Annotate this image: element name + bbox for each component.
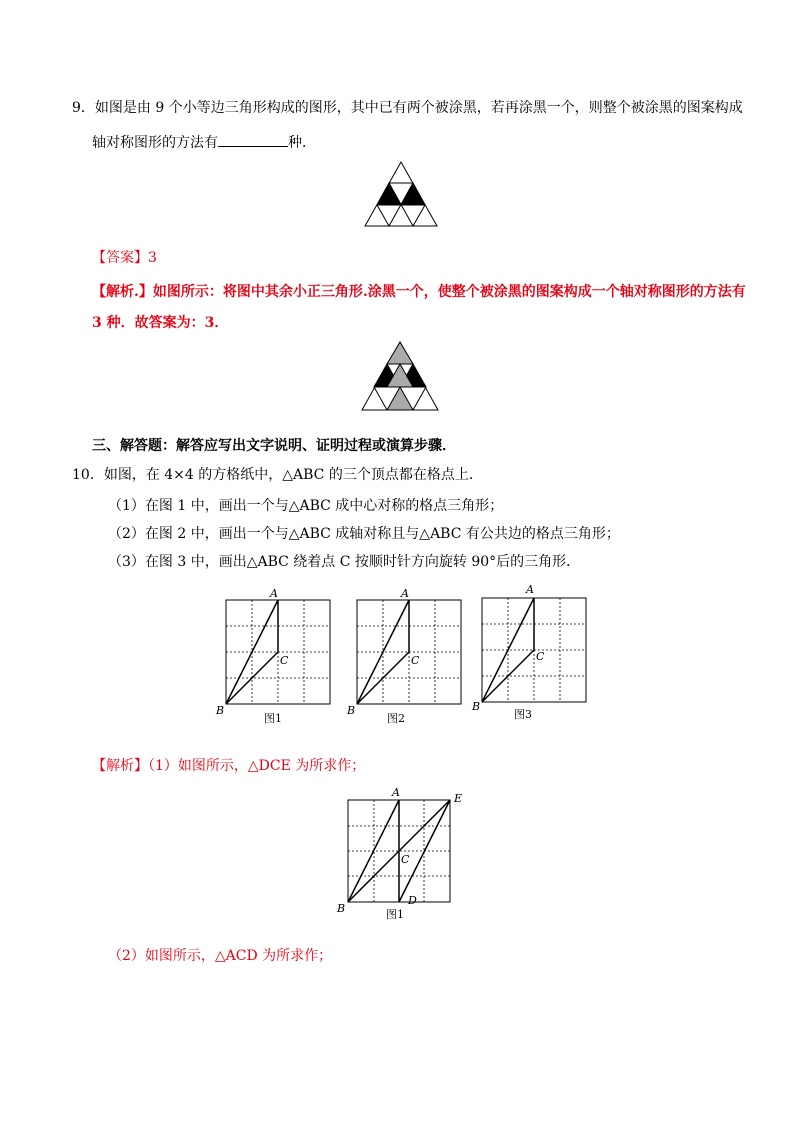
analysis10-s2: （2）如图所示，△ACD 为所求作；	[108, 948, 333, 964]
label-B: B	[337, 902, 346, 915]
answer-blank	[218, 132, 288, 147]
label-E: E	[454, 792, 463, 805]
q9-line2-end: 种．	[288, 135, 316, 151]
triangle-figure-solution	[360, 340, 440, 412]
label-A: A	[401, 587, 409, 600]
triangle-figure-question	[363, 160, 439, 228]
q9-line2-text: 轴对称图形的方法有	[92, 135, 218, 151]
label-D: D	[408, 894, 417, 907]
label-A: A	[526, 583, 534, 596]
fig2-caption: 图2	[387, 712, 405, 724]
label-C: C	[536, 650, 545, 663]
q9-line1: 9．如图是由 9 个小等边三角形构成的图形，其中已有两个被涂黑，若再涂黑一个，则整个被涂黑的图案构成	[72, 100, 743, 116]
label-C: C	[280, 654, 289, 667]
grid-figure-2	[343, 584, 463, 724]
label-B: B	[216, 704, 225, 717]
grid-figure-3	[468, 582, 588, 722]
section3-title: 三、解答题：解答应写出文字说明、证明过程或演算步骤．	[92, 438, 456, 454]
analysis10-label: 【解析】	[92, 758, 148, 774]
label-B: B	[347, 704, 356, 717]
fig1-caption: 图1	[264, 712, 282, 724]
analysis9-text: 如图所示：将图中其余小正三角形.涂黑一个，使整个被涂黑的图案构成一个轴对称图形的方法有	[152, 284, 746, 300]
label-C: C	[401, 853, 410, 866]
answer-value: 3	[148, 250, 157, 266]
analysis10-s1	[92, 757, 365, 775]
grid-figure-1	[212, 584, 332, 724]
q10-stem: 10．如图，在 4×4 的方格纸中，△ABC 的三个顶点都在格点上．	[72, 467, 483, 483]
q10-part3: （3）在图 3 中，画出△ABC 绕着点 C 按顺时针方向旋转 90°后的三角形．	[108, 554, 581, 570]
answer-line	[92, 249, 157, 267]
answer-label: 【答案】	[92, 250, 148, 266]
fig3-caption: 图3	[514, 708, 532, 721]
analysis9-label: 【解析.】	[92, 284, 153, 300]
analysis9-line1	[92, 283, 746, 301]
label-A: A	[392, 786, 400, 799]
analysis9-line2: 3 种．故答案为：3．	[92, 315, 229, 331]
analysis10-s1-text: （1）如图所示，△DCE 为所求作；	[148, 758, 366, 774]
grid-figure-solution	[332, 784, 472, 924]
label-C: C	[411, 654, 420, 667]
solution-fig-caption: 图1	[386, 908, 404, 921]
q9-line2	[92, 132, 316, 152]
q10-part1: （1）在图 1 中，画出一个与△ABC 成中心对称的格点三角形；	[108, 498, 504, 514]
q10-part2: （2）在图 2 中，画出一个与△ABC 成轴对称且与△ABC 有公共边的格点三角形；	[108, 526, 620, 542]
label-A: A	[270, 587, 278, 600]
label-B: B	[472, 700, 481, 713]
